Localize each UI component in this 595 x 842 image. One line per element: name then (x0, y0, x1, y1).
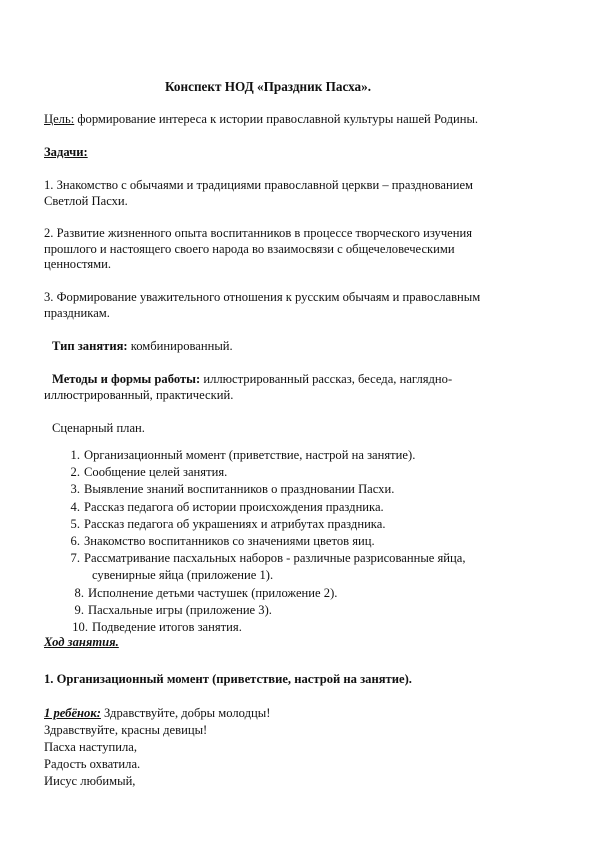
plan-item-text: Рассматривание пасхальных наборов - различные разрисованные яйца, (84, 551, 466, 566)
progress-heading: Ход занятия. (44, 635, 119, 649)
plan-item-number: 1. (70, 448, 80, 462)
plan-item-number: 4. (70, 499, 80, 514)
dialogue-first-line (44, 706, 270, 722)
dialogue-line: Здравствуйте, добры молодцы! (100, 706, 271, 720)
speaker-label: 1 ребёнок: (44, 706, 101, 720)
task-item: 3. Формирование уважительного отношения к русским обычаям и православным праздникам. (44, 290, 481, 320)
methods-label: Методы и формы работы: (52, 372, 201, 386)
goal-label: Цель: (44, 112, 75, 126)
plan-item-text: Исполнение детьми частушек (приложение 2). (88, 585, 338, 600)
plan-item-text: Сообщение целей занятия. (84, 465, 228, 480)
plan-heading: Сценарный план. (52, 421, 145, 435)
lesson-type-line (52, 339, 233, 355)
dialogue-line: Пасха наступила, (44, 740, 138, 754)
plan-item-text: Рассказ педагога об украшениях и атрибутах праздника. (84, 516, 386, 531)
plan-item (54, 585, 466, 602)
dialogue-line: Здравствуйте, красны девицы! (44, 723, 208, 737)
plan-item-continuation (54, 567, 466, 584)
plan-item (54, 464, 466, 481)
lesson-type-text: комбинированный. (127, 339, 233, 353)
plan-item-number: 9. (74, 602, 84, 617)
methods-continuation: иллюстрированный, практический. (44, 388, 234, 402)
plan-item-number: 3. (70, 482, 80, 497)
methods-line (52, 372, 452, 388)
plan-item (54, 533, 466, 550)
plan-item-number: 2. (70, 465, 80, 480)
plan-item (54, 619, 466, 636)
plan-item-text: Подведение итогов занятия. (92, 619, 242, 634)
plan-item-number: 10. (72, 619, 88, 634)
plan-item-number: 7. (70, 551, 80, 566)
plan-item-text: Знакомство воспитанников со значениями цветов яиц. (84, 533, 375, 548)
lesson-type-label: Тип занятия: (52, 339, 128, 353)
section-heading: 1. Организационный момент (приветствие, настрой на занятие). (44, 672, 412, 686)
plan-item (54, 602, 466, 619)
dialogue-line: Иисус любимый, (44, 774, 136, 788)
plan-item (54, 447, 466, 464)
plan-item (54, 550, 466, 567)
goal-paragraph (44, 112, 564, 128)
task-item: 2. Развитие жизненного опыта воспитанников в процессе творческого изучения прошлого и настоящего своего народа во взаимосвязи с общечеловеческими ценностями. (44, 226, 473, 272)
plan-item-text: сувенирные яйца (приложение 1). (92, 568, 274, 583)
plan-item (54, 499, 466, 516)
methods-text: иллюстрированный рассказ, беседа, наглядно- (200, 372, 453, 386)
plan-list (54, 447, 466, 636)
plan-item (54, 516, 466, 533)
plan-item-text: Рассказ педагога об истории происхождения праздника. (84, 499, 384, 514)
goal-text: формирование интереса к истории православной культуры нашей Родины. (74, 112, 479, 126)
plan-item-number: 8. (74, 585, 84, 600)
plan-item-number: 5. (70, 516, 80, 531)
plan-item (54, 481, 466, 498)
document-title: Конспект НОД «Праздник Пасха». (165, 79, 372, 94)
plan-item-text: Выявление знаний воспитанников о праздновании Пасхи. (84, 482, 395, 497)
plan-item-number: 6. (70, 533, 80, 548)
dialogue-line: Радость охватила. (44, 757, 141, 771)
task-item: 1. Знакомство с обычаями и традициями православной церкви – празднованием Светлой Пасхи. (44, 178, 474, 208)
plan-item-text: Организационный момент (приветствие, настрой на занятие). (84, 448, 416, 462)
plan-item-text: Пасхальные игры (приложение 3). (88, 602, 272, 617)
tasks-heading: Задачи: (44, 145, 88, 159)
